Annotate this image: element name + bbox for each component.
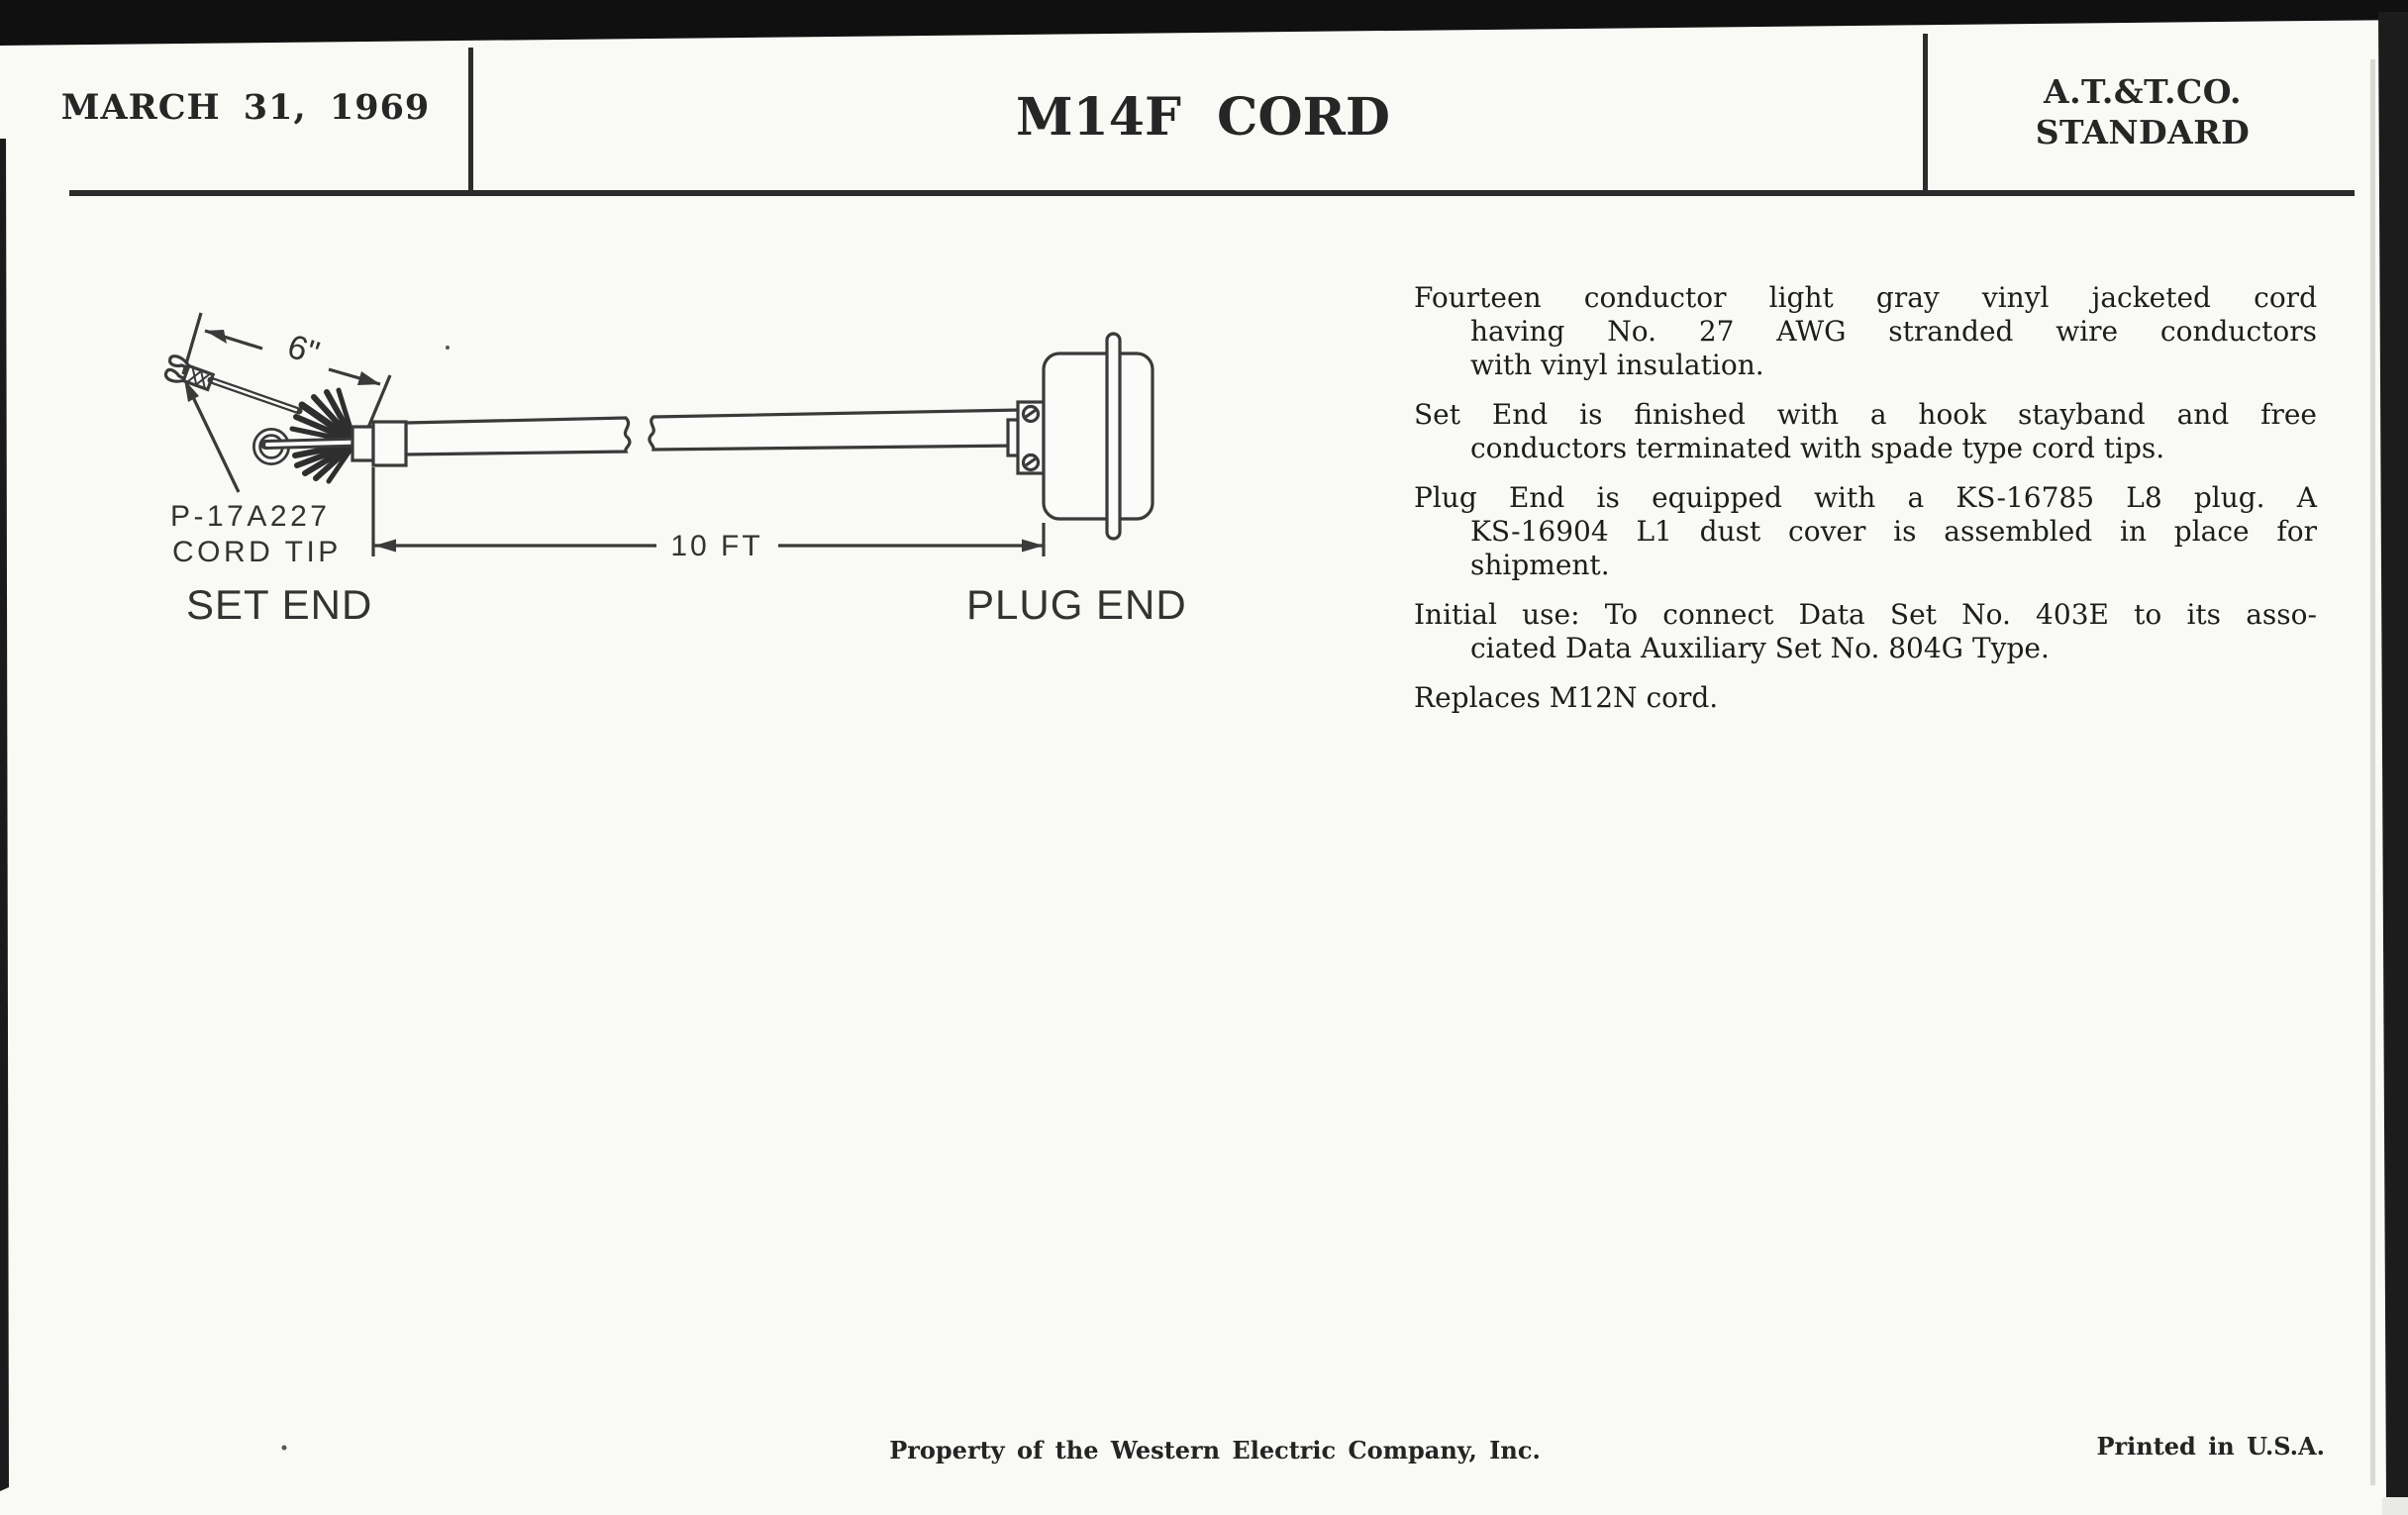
footer-property-notice: Property of the Western Electric Company, Inc. <box>889 1436 1541 1464</box>
paragraph-set-end <box>1414 398 2317 465</box>
text-line: Set End is finished with a hook stayband and free <box>1414 398 2317 431</box>
cord-tip-label-line1: P-17A227 <box>170 500 331 533</box>
text-line: shipment. <box>1470 549 1610 581</box>
scan-speck <box>446 346 450 350</box>
dim-10ft-label: 10 FT <box>670 530 763 562</box>
dim-6in-label: 6" <box>282 327 325 373</box>
paragraph-plug-end <box>1414 481 2317 582</box>
header-org-line2: STANDARD <box>2035 113 2251 152</box>
paragraph-cord-description <box>1414 281 2317 382</box>
text-line: Replaces M12N cord. <box>1414 681 1719 714</box>
plug-end-label: PLUG END <box>966 581 1187 628</box>
dimension-6in <box>183 313 390 430</box>
paragraph-replaces <box>1414 681 2317 715</box>
text-line: Fourteen conductor light gray vinyl jacketed cord <box>1414 281 2317 314</box>
text-line: having No. 27 AWG stranded wire conductors <box>1470 315 2317 348</box>
header-org-line1: A.T.&T.CO. <box>2043 72 2243 111</box>
description-text-block <box>1414 281 2317 731</box>
text-line: Initial use: To connect Data Set No. 403E to its asso- <box>1414 598 2317 631</box>
cord-drawing <box>406 410 1020 454</box>
ferrule-drawing <box>352 422 406 465</box>
footer-printed-notice: Printed in U.S.A. <box>2096 1432 2325 1461</box>
scan-speck <box>282 1446 287 1451</box>
plug-drawing <box>1008 334 1153 539</box>
conductor-wire-drawing <box>211 380 299 411</box>
header-date: MARCH 31, 1969 <box>60 87 431 128</box>
page-title: M14F CORD <box>1016 87 1390 148</box>
set-end-label: SET END <box>186 581 373 628</box>
paragraph-initial-use <box>1414 598 2317 665</box>
text-line: with vinyl insulation. <box>1470 349 1764 381</box>
dimension-10ft <box>373 467 1044 562</box>
cord-tip-pointer-arrow <box>184 379 239 492</box>
text-line: KS-16904 L1 dust cover is assembled in place for <box>1470 515 2317 548</box>
text-line: conductors terminated with spade type cord tips. <box>1470 432 2165 464</box>
text-line: Plug End is equipped with a KS-16785 L8 plug. A <box>1414 481 2317 514</box>
cord-tip-label-line2: CORD TIP <box>172 536 342 568</box>
text-line: ciated Data Auxiliary Set No. 804G Type. <box>1470 632 2050 664</box>
conductor-fan-drawing <box>292 390 354 481</box>
